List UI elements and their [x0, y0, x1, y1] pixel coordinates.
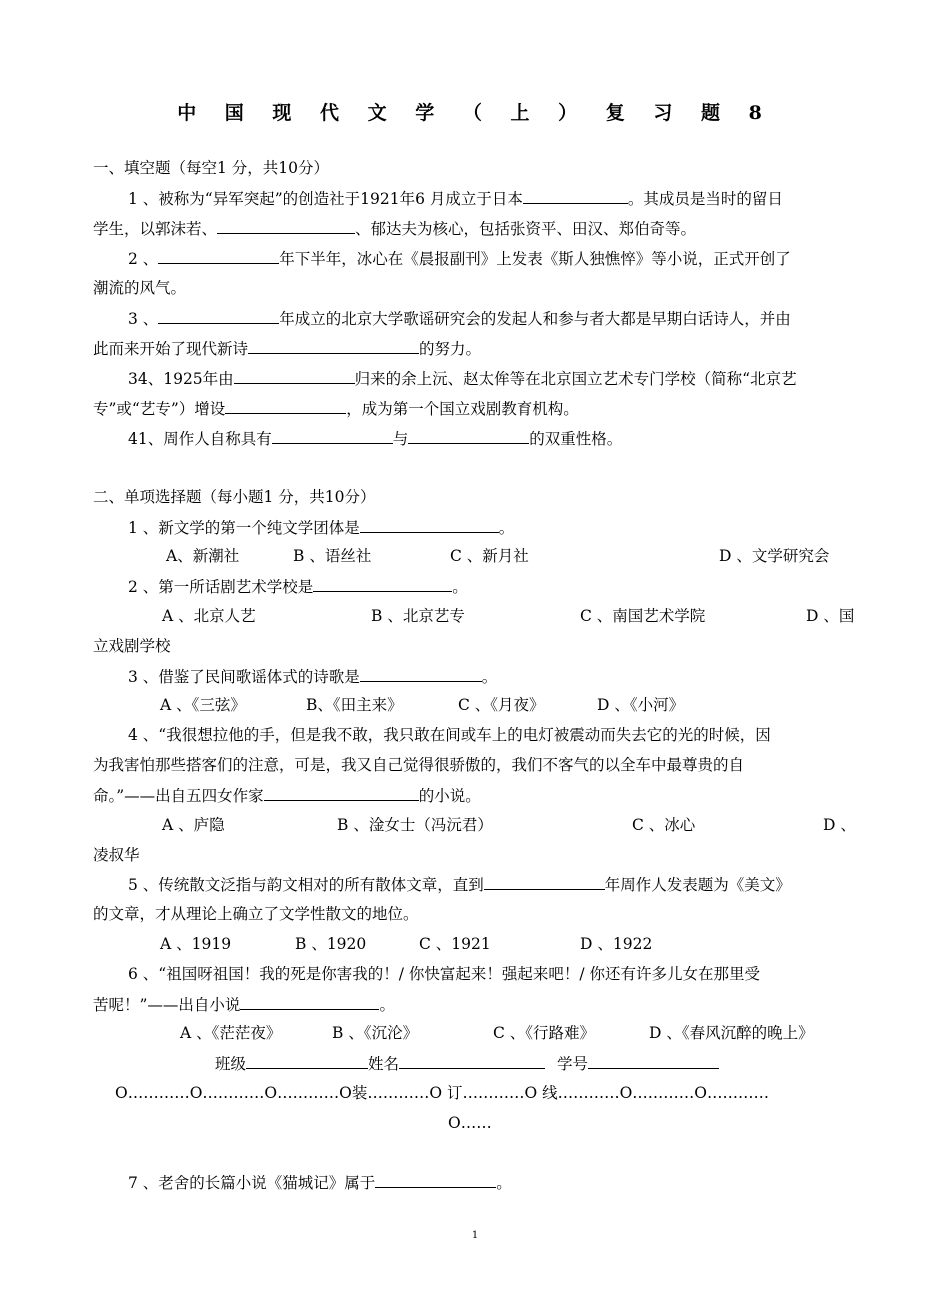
option-b[interactable]: B 、淦女士（冯沅君） — [337, 816, 493, 834]
answer-blank[interactable] — [234, 368, 355, 384]
section2-heading: 二、单项选择题（每小题1 分，共10分） — [93, 488, 376, 506]
name-field[interactable] — [399, 1053, 545, 1069]
s2-q3-stem: 3 、借鉴了民间歌谣体式的诗歌是 。 — [128, 668, 498, 686]
option-a[interactable]: A 、1919 — [160, 935, 232, 953]
option-c[interactable]: C 、新月社 — [450, 547, 529, 565]
q41-line: 41、周作人自称具有 与 的双重性格。 — [128, 430, 623, 448]
option-d[interactable]: D 、国 — [806, 607, 855, 625]
option-b[interactable]: B、《田主来》 — [306, 696, 403, 714]
answer-blank[interactable] — [484, 874, 605, 890]
q34-line2: 专”或“艺专”）增设 ，成为第一个国立戏剧教育机构。 — [93, 400, 579, 418]
option-b[interactable]: B 、1920 — [295, 935, 367, 953]
option-a[interactable]: A 、北京人艺 — [162, 607, 256, 625]
s2-q2-wrap: 立戏剧学校 — [93, 637, 171, 655]
answer-blank[interactable] — [360, 666, 482, 682]
option-d[interactable]: D 、 — [823, 816, 856, 834]
answer-blank[interactable] — [240, 994, 379, 1010]
answer-blank[interactable] — [158, 248, 279, 264]
s2-q4-line3: 命。”——出自五四女作家 的小说。 — [93, 787, 481, 805]
answer-blank[interactable] — [360, 517, 499, 533]
option-a[interactable]: A 、《三弦》 — [160, 696, 246, 714]
answer-blank[interactable] — [248, 338, 419, 354]
answer-blank[interactable] — [272, 428, 393, 444]
q3-line1: 3 、 年成立的北京大学歌谣研究会的发起人和参与者大都是早期白话诗人，并由 — [128, 310, 791, 328]
q3-line2: 此而来开始了现代新诗 的努力。 — [93, 340, 482, 358]
section1-heading: 一、填空题（每空1 分，共10分） — [93, 159, 330, 177]
page-title: 中 国 现 代 文 学 （ 上 ） 复 习 题 8 — [177, 102, 773, 124]
option-c[interactable]: C 、《月夜》 — [458, 696, 545, 714]
student-id-field[interactable] — [588, 1053, 719, 1069]
option-b[interactable]: B 、《沉沦》 — [332, 1024, 419, 1042]
class-field[interactable] — [246, 1053, 368, 1069]
s2-q7-stem: 7 、老舍的长篇小说《猫城记》属于 。 — [128, 1174, 512, 1192]
class-label: 班级 — [215, 1055, 247, 1073]
answer-blank[interactable] — [313, 576, 452, 592]
option-c[interactable]: C 、南国艺术学院 — [580, 607, 706, 625]
s2-q5-line1: 5 、传统散文泛指与韵文相对的所有散体文章，直到 年周作人发表题为《美文》 — [128, 876, 791, 894]
binding-line-end: O…… — [448, 1114, 492, 1132]
answer-blank[interactable] — [408, 428, 529, 444]
option-c[interactable]: C 、冰心 — [632, 816, 696, 834]
option-c[interactable]: C 、1921 — [419, 935, 491, 953]
answer-blank[interactable] — [523, 188, 628, 204]
option-d[interactable]: D 、文学研究会 — [719, 547, 830, 565]
option-a[interactable]: A、新潮社 — [166, 547, 240, 565]
answer-blank[interactable] — [264, 785, 419, 801]
q34-line1: 34、1925年由 归来的余上沅、赵太侔等在北京国立艺术专门学校（简称“北京艺 — [128, 370, 797, 388]
option-d[interactable]: D 、《小河》 — [597, 696, 685, 714]
answer-blank[interactable] — [225, 398, 346, 414]
option-b[interactable]: B 、语丝社 — [293, 547, 372, 565]
option-d[interactable]: D 、《春风沉醉的晚上》 — [649, 1024, 814, 1042]
answer-blank[interactable] — [375, 1172, 496, 1188]
answer-blank[interactable] — [217, 218, 355, 234]
q2-line2: 潮流的风气。 — [93, 279, 187, 297]
binding-line: O…………O…………O…………O装…………O 订…………O 线…………O…………O………… — [115, 1084, 770, 1102]
name-label: 姓名 — [368, 1055, 400, 1073]
option-a[interactable]: A 、《茫茫夜》 — [180, 1024, 282, 1042]
student-info — [215, 1053, 719, 1074]
q1-line2: 学生，以郭沫若、 、郁达夫为核心，包括张资平、田汉、郑伯奇等。 — [93, 220, 697, 238]
s2-q1-stem: 1 、新文学的第一个纯文学团体是 。 — [128, 519, 515, 537]
s2-q6-line2: 苦呢！”——出自小说 。 — [93, 996, 395, 1014]
page-number: 1 — [471, 1230, 479, 1241]
q2-line1: 2 、 年下半年，冰心在《晨报副刊》上发表《斯人独憔悴》等小说，正式开创了 — [128, 250, 791, 268]
s2-q4-line2: 为我害怕那些搭客们的注意，可是，我又自己觉得很骄傲的，我们不客气的以全车中最尊贵的自 — [93, 756, 745, 774]
option-a[interactable]: A 、庐隐 — [162, 816, 225, 834]
q1-line1: 1 、被称为“异军突起”的创造社于1921年6 月成立于日本 。其成员是当时的留日 — [128, 190, 783, 208]
answer-blank[interactable] — [158, 308, 279, 324]
s2-q4-wrap: 凌叔华 — [93, 846, 140, 864]
option-d[interactable]: D 、1922 — [580, 935, 653, 953]
s2-q6-line1: 6 、“祖国呀祖国！我的死是你害我的！/ 你快富起来！强起来吧！/ 你还有许多儿女在那里受 — [128, 965, 761, 983]
s2-q5-line2: 的文章，才从理论上确立了文学性散文的地位。 — [93, 905, 419, 923]
s2-q4-line1: 4 、“我很想拉他的手，但是我不敢，我只敢在间或车上的电灯被震动而失去它的光的时候，因 — [128, 726, 771, 744]
s2-q2-stem: 2 、第一所话剧艺术学校是 。 — [128, 578, 468, 596]
option-b[interactable]: B 、北京艺专 — [371, 607, 465, 625]
id-label: 学号 — [557, 1055, 589, 1073]
option-c[interactable]: C 、《行路难》 — [493, 1024, 596, 1042]
